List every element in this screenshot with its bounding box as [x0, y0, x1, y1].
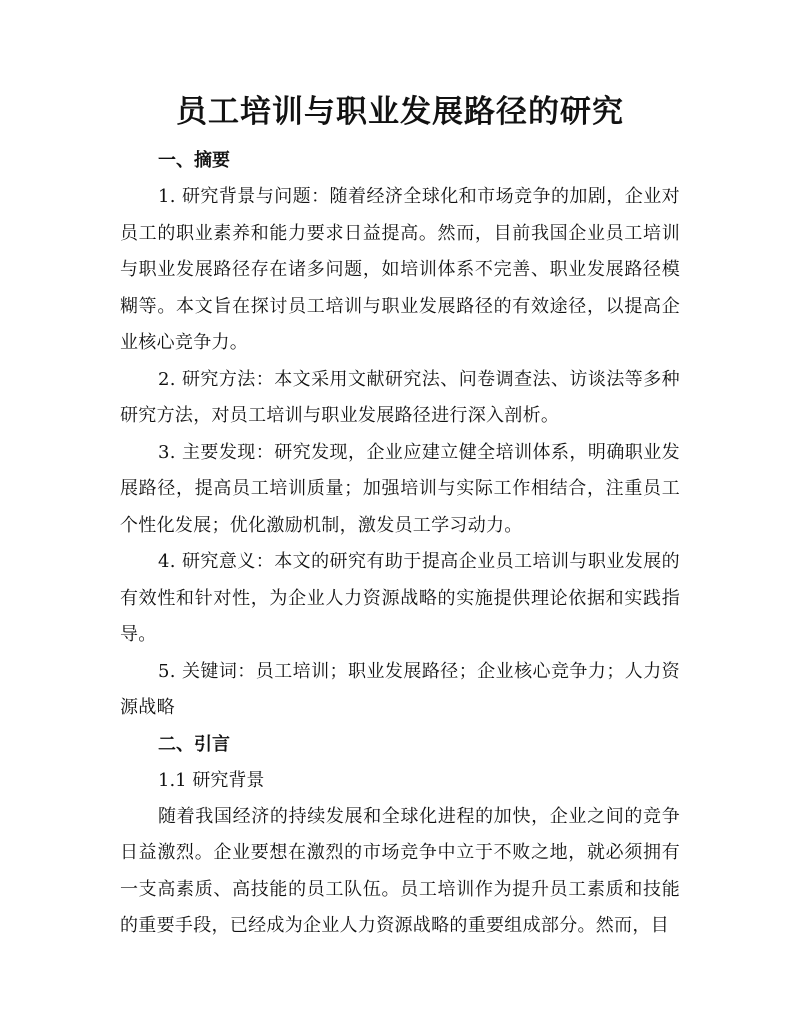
abstract-paragraph-1: 1. 研究背景与问题：随着经济全球化和市场竞争的加剧，企业对员工的职业素养和能力要求日益提高。然而，目前我国企业员工培训与职业发展路径存在诸多问题，如培训体系不完善、职业发展路径模糊等。本文旨在探讨员工培训与职业发展路径的有效途径，以提高企业核心竞争力。: [120, 186, 680, 353]
section-heading-abstract: 一、摘要: [158, 150, 230, 171]
document-title: 员工培训与职业发展路径的研究: [176, 94, 624, 130]
document-body: [120, 143, 680, 945]
subsection-heading-background: 1.1 研究背景: [158, 769, 265, 791]
abstract-paragraph-2: 2. 研究方法：本文采用文献研究法、问卷调查法、访谈法等多种研究方法，对员工培训与职业发展路径进行深入剖析。: [120, 368, 680, 426]
section-heading-intro: 二、引言: [158, 733, 230, 755]
abstract-paragraph-3: 3. 主要发现：研究发现，企业应建立健全培训体系，明确职业发展路径，提高员工培训质量；加强培训与实际工作相结合，注重员工个性化发展；优化激励机制，激发员工学习动力。: [120, 441, 680, 536]
abstract-paragraph-4: 4. 研究意义：本文的研究有助于提高企业员工培训与职业发展的有效性和针对性，为企业人力资源战略的实施提供理论依据和实践指导。: [120, 551, 680, 645]
abstract-paragraph-5: 5. 关键词：员工培训；职业发展路径；企业核心竞争力；人力资源战略: [120, 660, 680, 718]
intro-paragraph-1: 随着我国经济的持续发展和全球化进程的加快，企业之间的竞争日益激烈。企业要想在激烈的市场竞争中立于不败之地，就必须拥有一支高素质、高技能的员工队伍。员工培训作为提升员工素质和技能的重要手段，已经成为企业人力资源战略的重要组成部分。然而，目: [120, 805, 680, 936]
